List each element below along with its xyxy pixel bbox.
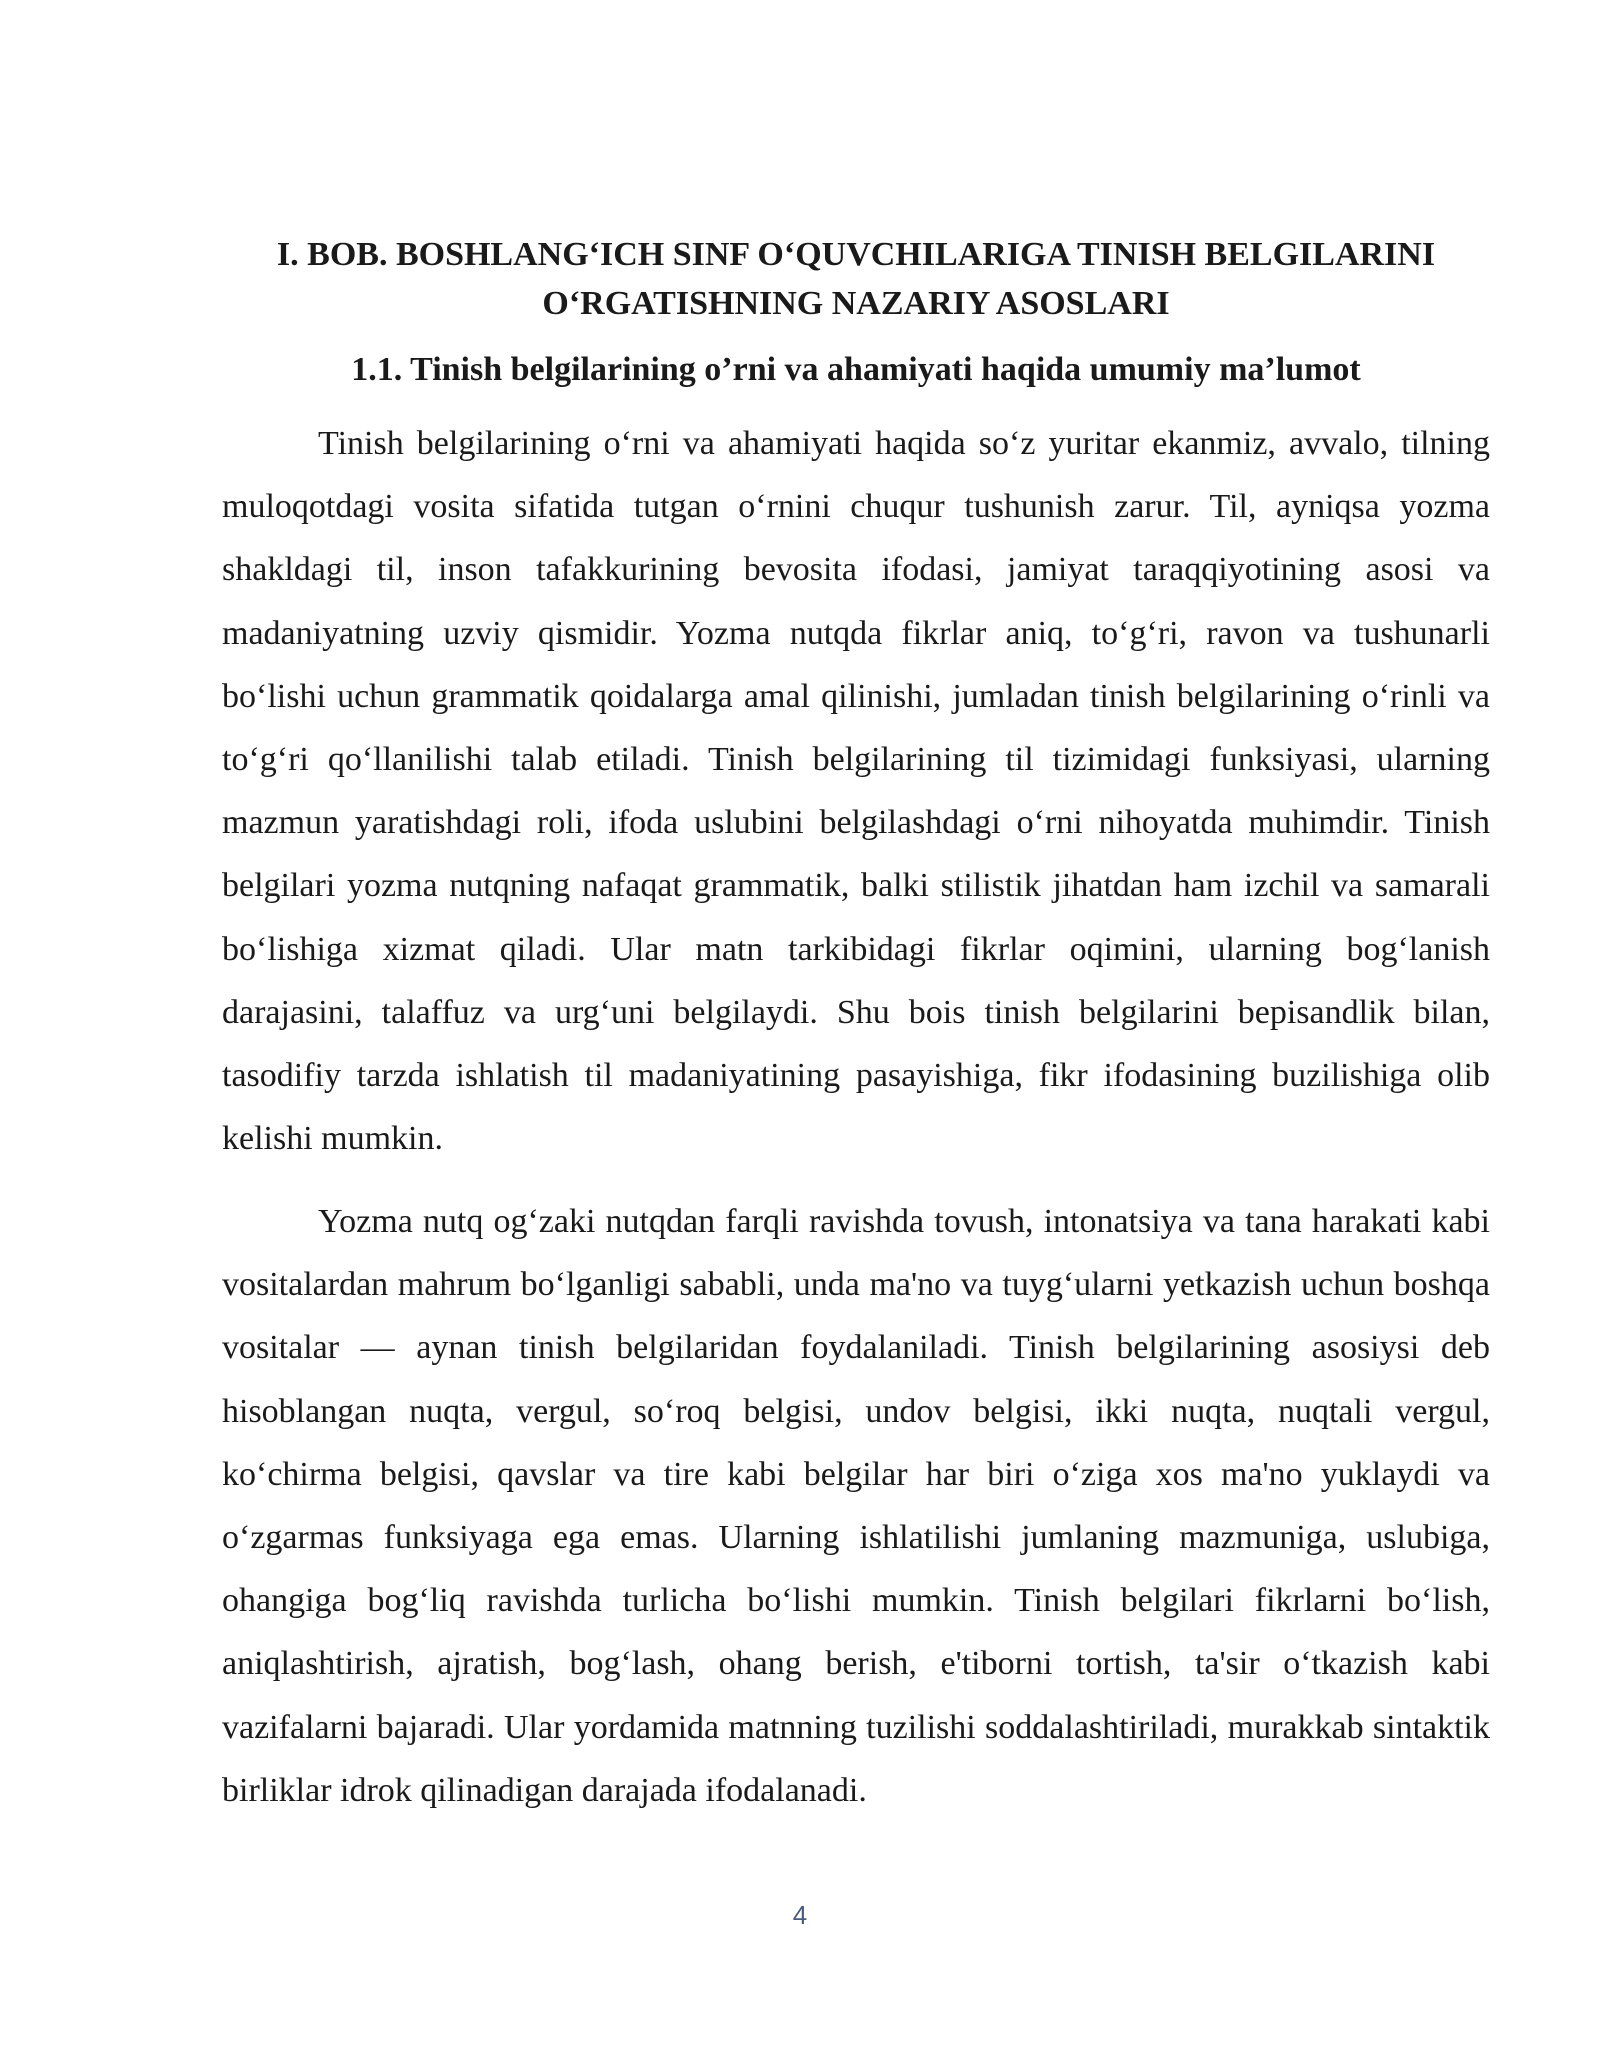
section-title: 1.1. Tinish belgilarining o’rni va ahamiyati haqida umumiy ma’lumot xyxy=(351,351,1361,388)
body-paragraph: Tinish belgilarining o‘rni va ahamiyati haqida so‘z yuritar ekanmiz, avvalo, tilning muloqotdagi vosita sifatida tutgan o‘rnini chuqur tushunish zarur. Til, ayniqsa yozma shakldagi til, inson tafakkurining bevosita ifodasi, jamiyat taraqqiyotining asosi va madaniyatning uzviy qismidir. Yozma nutqda fikrlar aniq, to‘g‘ri, ravon va tushunarli bo‘lishi uchun grammatik qoidalarga amal qilinishi, jumladan tinish belgilarining o‘rinli va to‘g‘ri qo‘llanilishi talab etiladi. Tinish belgilarining til tizimidagi funksiyasi, ularning mazmun yaratishdagi roli, ifoda uslubini belgilashdagi o‘rni nihoyatda muhimdir. Tinish belgilari yozma nutqning nafaqat grammatik, balki stilistik jihatdan ham izchil va samarali bo‘lishiga xizmat qiladi. Ular matn tarkibidagi fikrlar oqimini, ularning bog‘lanish darajasini, talaffuz va urg‘uni belgilaydi. Shu bois tinish belgilarini bepisandlik bilan, tasodifiy tarzda ishlatish til madaniyatining pasayishiga, fikr ifodasining buzilishiga olib kelishi mumkin. xyxy=(222,425,1490,1158)
page-number: 4 xyxy=(792,1900,808,1930)
chapter-title: I. BOB. BOSHLANG‘ICH SINF O‘QUVCHILARIGA TINISH BELGILARINI O‘RGATISHNING NAZARIY ASOSLARI xyxy=(276,236,1436,322)
body-paragraph: Yozma nutq og‘zaki nutqdan farqli ravishda tovush, intonatsiya va tana harakati kabi vositalardan mahrum bo‘lganligi sababli, unda ma'no va tuyg‘ularni yetkazish uchun boshqa vositalar — aynan tinish belgilaridan foydalaniladi. Tinish belgilarining asosiysi deb hisoblangan nuqta, vergul, so‘roq belgisi, undov belgisi, ikki nuqta, nuqtali vergul, ko‘chirma belgisi, qavslar va tire kabi belgilar har biri o‘ziga xos ma'no yuklaydi va o‘zgarmas funksiyaga ega emas. Ularning ishlatilishi jumlaning mazmuniga, uslubiga, ohangiga bog‘liq ravishda turlicha bo‘lishi mumkin. Tinish belgilari fikrlarni bo‘lish, aniqlashtirish, ajratish, bog‘lash, ohang berish, e'tiborni tortish, ta'sir o‘tkazish kabi vazifalarni bajaradi. Ular yordamida matnning tuzilishi soddalashtiriladi, murakkab sintaktik birliklar idrok qilinadigan darajada ifodalanadi. xyxy=(222,1203,1490,1809)
